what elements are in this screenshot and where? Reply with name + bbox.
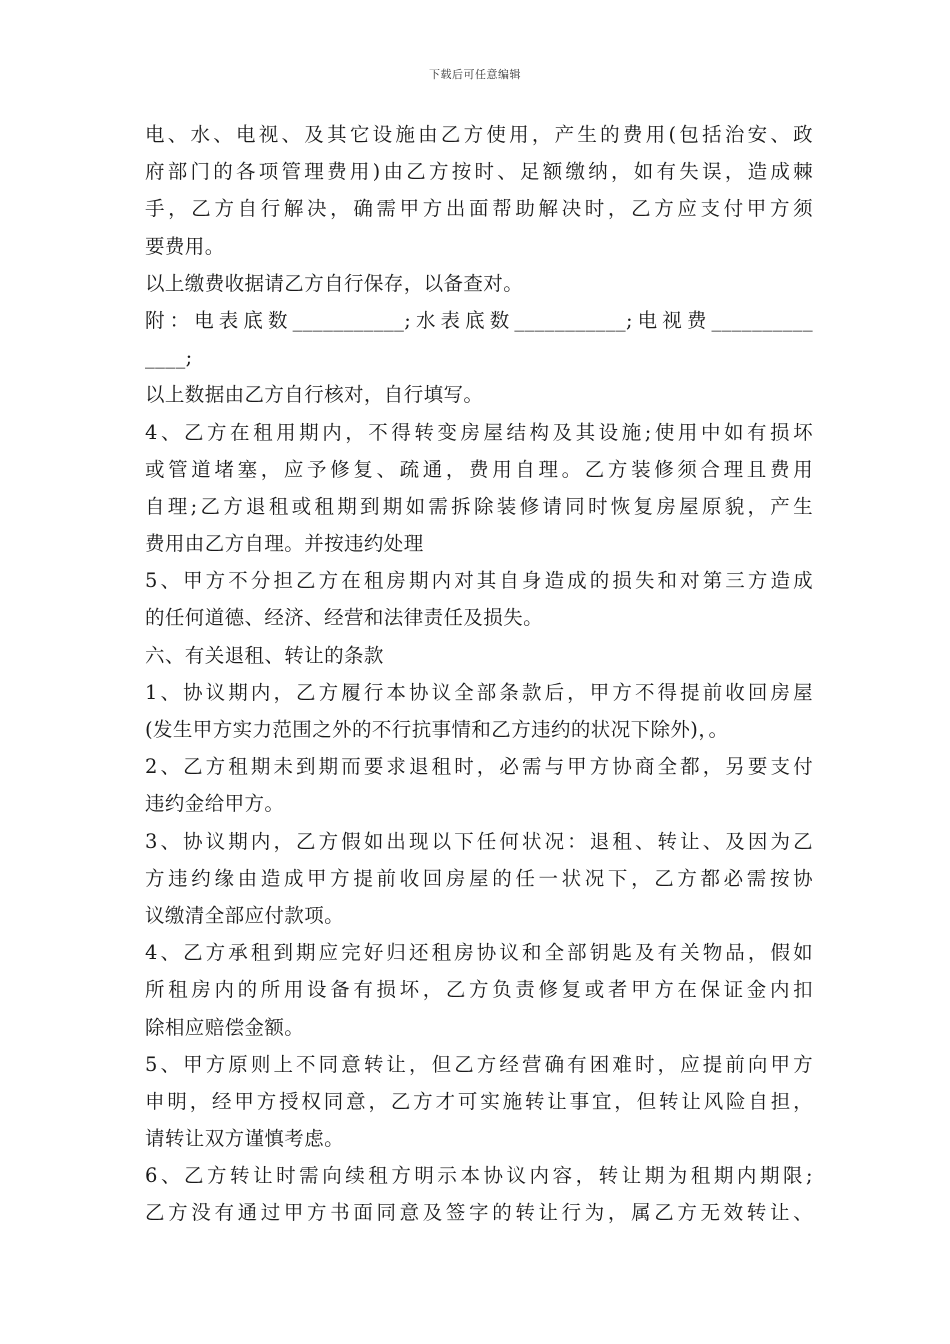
- text-line: ____;: [145, 346, 193, 370]
- text-line: 所租房内的所用设备有损坏，乙方负责修复或者甲方在保证金内扣: [145, 978, 813, 1002]
- text-line: 费用由乙方自理。并按违约处理: [145, 532, 424, 556]
- text-line: 府部门的各项管理费用)由乙方按时、足额缴纳，如有失误，造成棘: [145, 160, 813, 184]
- text-line: 以上数据由乙方自行核对，自行填写。: [145, 383, 484, 407]
- text-line: 手，乙方自行解决，确需甲方出面帮助解决时，乙方应支付甲方须: [145, 197, 813, 221]
- text-line: 除相应赔偿金额。: [145, 1015, 305, 1039]
- text-line: 六、有关退租、转让的条款: [145, 643, 384, 667]
- text-line: 附：电表底数___________;水表底数___________;电视费__________: [145, 308, 813, 332]
- text-line: 电、水、电视、及其它设施由乙方使用，产生的费用(包括治安、政: [145, 123, 813, 146]
- text-line: 1、协议期内，乙方履行本协议全部条款后，甲方不得提前收回房屋: [145, 680, 813, 704]
- text-line: 方违约缘由造成甲方提前收回房屋的任一状况下，乙方都必需按协: [145, 866, 813, 890]
- text-line: 违约金给甲方。: [145, 792, 285, 816]
- text-line: 6、乙方转让时需向续租方明示本协议内容，转让期为租期内期限;: [145, 1164, 813, 1188]
- text-line: 3、协议期内，乙方假如出现以下任何状况：退租、转让、及因为乙: [145, 829, 813, 853]
- text-line: 以上缴费收据请乙方自行保存，以备查对。: [145, 271, 524, 295]
- text-line: 的任何道德、经济、经营和法律责任及损失。: [145, 606, 544, 630]
- text-line: 自理;乙方退租或租期到期如需拆除装修请同时恢复房屋原貌，产生: [145, 494, 813, 518]
- text-line: 或管道堵塞，应予修复、疏通，费用自理。乙方装修须合理且费用: [145, 457, 813, 481]
- text-line: 请转让双方谨慎考虑。: [145, 1127, 345, 1151]
- page-header: 下载后可任意编辑: [429, 68, 521, 81]
- text-line: 5、甲方不分担乙方在租房期内对其自身造成的损失和对第三方造成: [145, 569, 813, 593]
- text-line: 5、甲方原则上不同意转让，但乙方经营确有困难时，应提前向甲方: [145, 1052, 813, 1076]
- text-line: 议缴清全部应付款项。: [145, 903, 345, 927]
- document-body: [145, 116, 813, 1232]
- text-line: 乙方没有通过甲方书面同意及签字的转让行为，属乙方无效转让、: [145, 1201, 813, 1225]
- text-line: 申明，经甲方授权同意，乙方才可实施转让事宜，但转让风险自担，: [145, 1089, 813, 1113]
- text-line: 要费用。: [145, 234, 225, 258]
- text-line: 4、乙方在租用期内，不得转变房屋结构及其设施;使用中如有损坏: [145, 420, 813, 444]
- text-line: 4、乙方承租到期应完好归还租房协议和全部钥匙及有关物品，假如: [145, 941, 813, 965]
- text-line: (发生甲方实力范围之外的不行抗事情和乙方违约的状况下除外)，。: [145, 718, 729, 741]
- text-line: 2、乙方租期未到期而要求退租时，必需与甲方协商全都，另要支付: [145, 755, 813, 779]
